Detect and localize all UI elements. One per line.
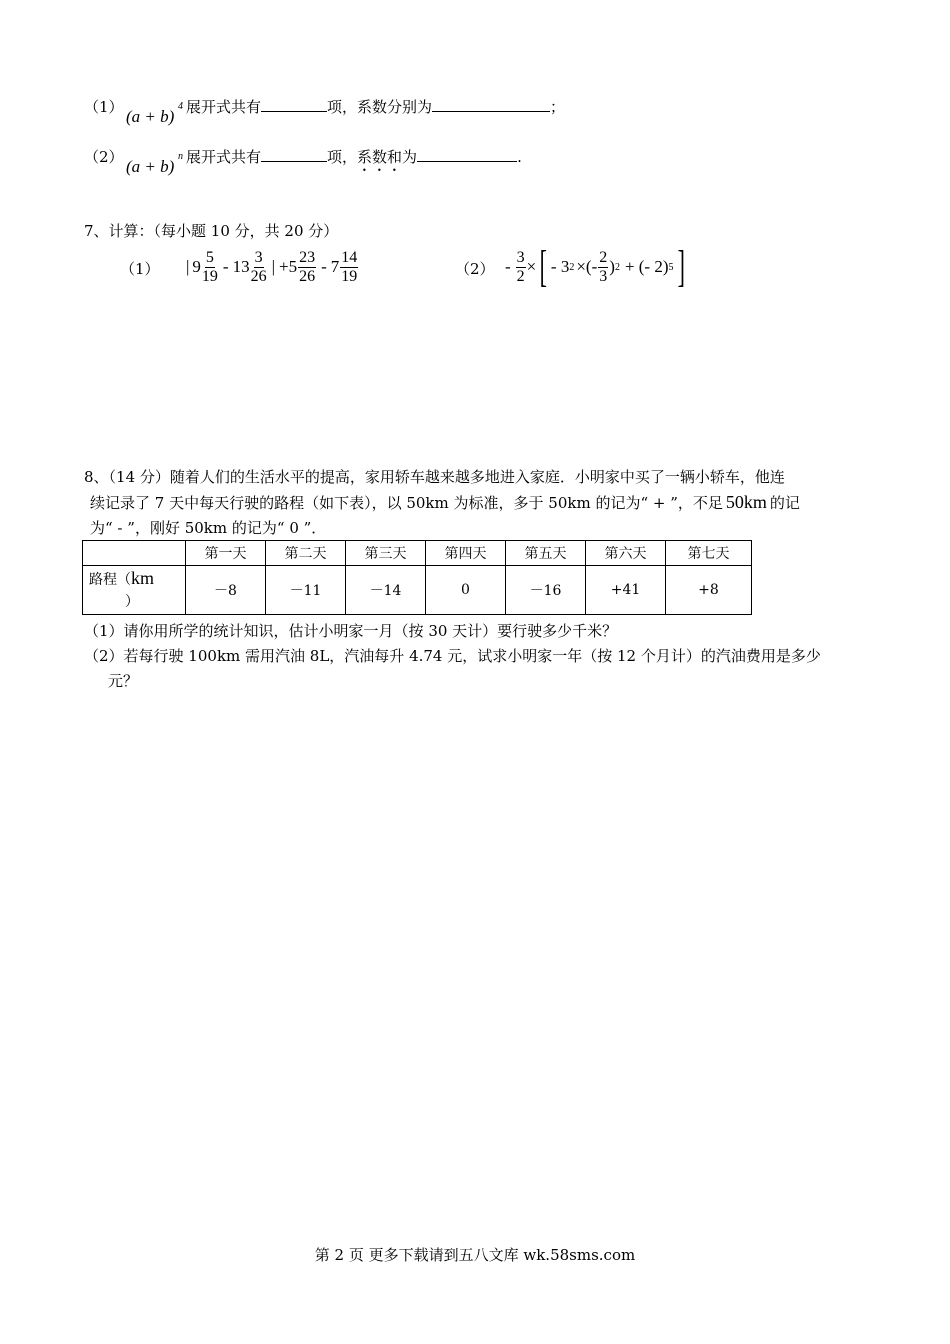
plus-neg-two: + (- 2) <box>624 257 669 276</box>
q6-p1-blank-count[interactable] <box>261 97 327 112</box>
fraction-numerator: 3 <box>516 248 525 266</box>
times-sign: × <box>526 257 537 276</box>
q8-subquestion-2: （2）若每行驶 100km 需用汽油 8L，汽油每升 4.74 元，试求小明家一年（按 12 个月计）的汽油费用是多少 <box>84 647 821 665</box>
right-bracket: ] <box>677 242 685 291</box>
minus-sign: - <box>222 257 229 276</box>
q7-part2-number: （2） <box>455 260 495 278</box>
q6-part2 <box>84 146 604 180</box>
fraction-numerator: 14 <box>341 248 358 266</box>
fraction-denominator: 26 <box>299 267 316 285</box>
table-header-cell <box>83 541 186 566</box>
mileage-table <box>82 540 752 615</box>
abs-bar-close: | <box>271 257 275 276</box>
q7-part2-expression <box>505 244 688 290</box>
table-row-label <box>83 566 186 615</box>
fraction-denominator: 26 <box>250 267 267 285</box>
table-cell: －14 <box>346 566 426 615</box>
table-cell: －11 <box>266 566 346 615</box>
table-header-cell: 第二天 <box>266 541 346 566</box>
fraction-denominator: 19 <box>341 267 358 285</box>
q6-p2-number: （2） <box>84 148 124 166</box>
whole-9: 9 <box>192 257 201 276</box>
q8-subquestion-2-cont: 元？ <box>108 672 139 690</box>
plus-5: +5 <box>278 257 298 276</box>
q6-p2-text-a: 展开式共有 <box>186 148 262 166</box>
whole-7: 7 <box>330 257 340 276</box>
q8-line3: 为“ - ”，刚好 50km 的记为“ 0 ”． <box>90 519 327 537</box>
left-bracket: [ <box>539 242 548 291</box>
q6-p1-expression: (a + b) <box>126 107 175 126</box>
q6-p1-exponent: 4 <box>178 101 183 112</box>
q7-title: 7、计算：（每小题 10 分，共 20 分） <box>84 222 339 240</box>
abs-bar-open: | <box>186 257 190 276</box>
square-exponent: 2 <box>614 261 620 273</box>
table-header-cell: 第一天 <box>186 541 266 566</box>
table-cell: －8 <box>186 566 266 615</box>
fraction-numerator: 3 <box>254 248 263 266</box>
neg-three: - 3 <box>550 257 570 276</box>
negative-sign: - <box>505 257 511 276</box>
q6-p2-expression: (a + b) <box>126 157 175 176</box>
q6-p2-blank-sum[interactable] <box>417 147 517 162</box>
fraction-23-26 <box>298 249 316 285</box>
table-header-cell: 第七天 <box>666 541 752 566</box>
q6-p1-text-a: 展开式共有 <box>186 98 262 116</box>
q6-p1-text-c: ； <box>550 98 566 116</box>
q6-p2-text <box>186 146 522 175</box>
q8-subquestion-1: （1）请你用所学的统计知识，估计小明家一月（按 30 天计）要行驶多少千米？ <box>84 622 618 640</box>
row-label-a: 路程（ <box>89 572 131 588</box>
fraction-denominator: 19 <box>201 267 218 285</box>
q6-part1 <box>84 96 604 130</box>
q6-p2-text-c: 为 <box>402 148 418 166</box>
q8-line2-text: 续记录了 7 天中每天行驶的路程（如下表），以 50km 为标准，多于 50km 的记为“ + ”，不足 <box>90 494 723 512</box>
table-header-cell: 第四天 <box>426 541 506 566</box>
fraction-3-26 <box>251 249 267 285</box>
q6-p1-blank-coefficients[interactable] <box>432 97 550 112</box>
q6-p2-exponent: n <box>178 151 183 162</box>
whole-13: 13 <box>232 257 250 276</box>
table-header-cell: 第六天 <box>586 541 666 566</box>
fraction-numerator: 5 <box>205 248 214 266</box>
minus-sign: - <box>321 257 327 276</box>
fifth-exponent: 5 <box>668 261 674 273</box>
q8-line2 <box>90 492 800 513</box>
fraction-3-2 <box>516 249 526 285</box>
page-footer: 第 2 页 更多下载请到五八文库 wk.58sms.com <box>314 1246 636 1264</box>
fraction-2-3 <box>598 249 608 285</box>
q7-part1-expression <box>186 244 359 290</box>
q6-p1-text <box>186 96 565 117</box>
table-row <box>83 566 752 615</box>
q8-line2-tail: 的记 <box>769 494 800 512</box>
q6-p2-blank-count[interactable] <box>261 147 327 162</box>
q6-p2-text-emphasis: 系数和 <box>357 148 403 166</box>
table-cell: 0 <box>426 566 506 615</box>
fraction-14-19 <box>340 249 358 285</box>
square-exponent: 2 <box>569 261 575 273</box>
q6-p1-number: （1） <box>84 98 124 116</box>
times-open-paren: ×(- <box>576 257 598 276</box>
close-paren: ) <box>609 257 615 276</box>
table-header-row <box>83 541 752 566</box>
fraction-denominator: 2 <box>516 267 525 285</box>
q7-part1-number: （1） <box>120 260 160 278</box>
q6-p1-text-b: 项，系数分别为 <box>327 98 433 116</box>
table-cell: +41 <box>586 566 666 615</box>
table-header-cell: 第三天 <box>346 541 426 566</box>
table-cell: －16 <box>506 566 586 615</box>
row-label-unit: km <box>131 568 155 588</box>
q8-line2-unit: 50km <box>725 492 767 512</box>
q6-p2-text-d: . <box>517 148 522 166</box>
fraction-denominator: 3 <box>599 267 608 285</box>
row-label-c: ） <box>125 594 139 610</box>
q8-line1: 8、（14 分）随着人们的生活水平的提高，家用轿车越来越多地进入家庭．小明家中买了一辆小轿车，他连 <box>84 468 785 486</box>
table-header-cell: 第五天 <box>506 541 586 566</box>
fraction-numerator: 2 <box>599 248 608 266</box>
fraction-5-19 <box>202 249 218 285</box>
q6-p2-text-b: 项， <box>327 148 358 166</box>
table-cell: +8 <box>666 566 752 615</box>
fraction-numerator: 23 <box>299 248 316 266</box>
